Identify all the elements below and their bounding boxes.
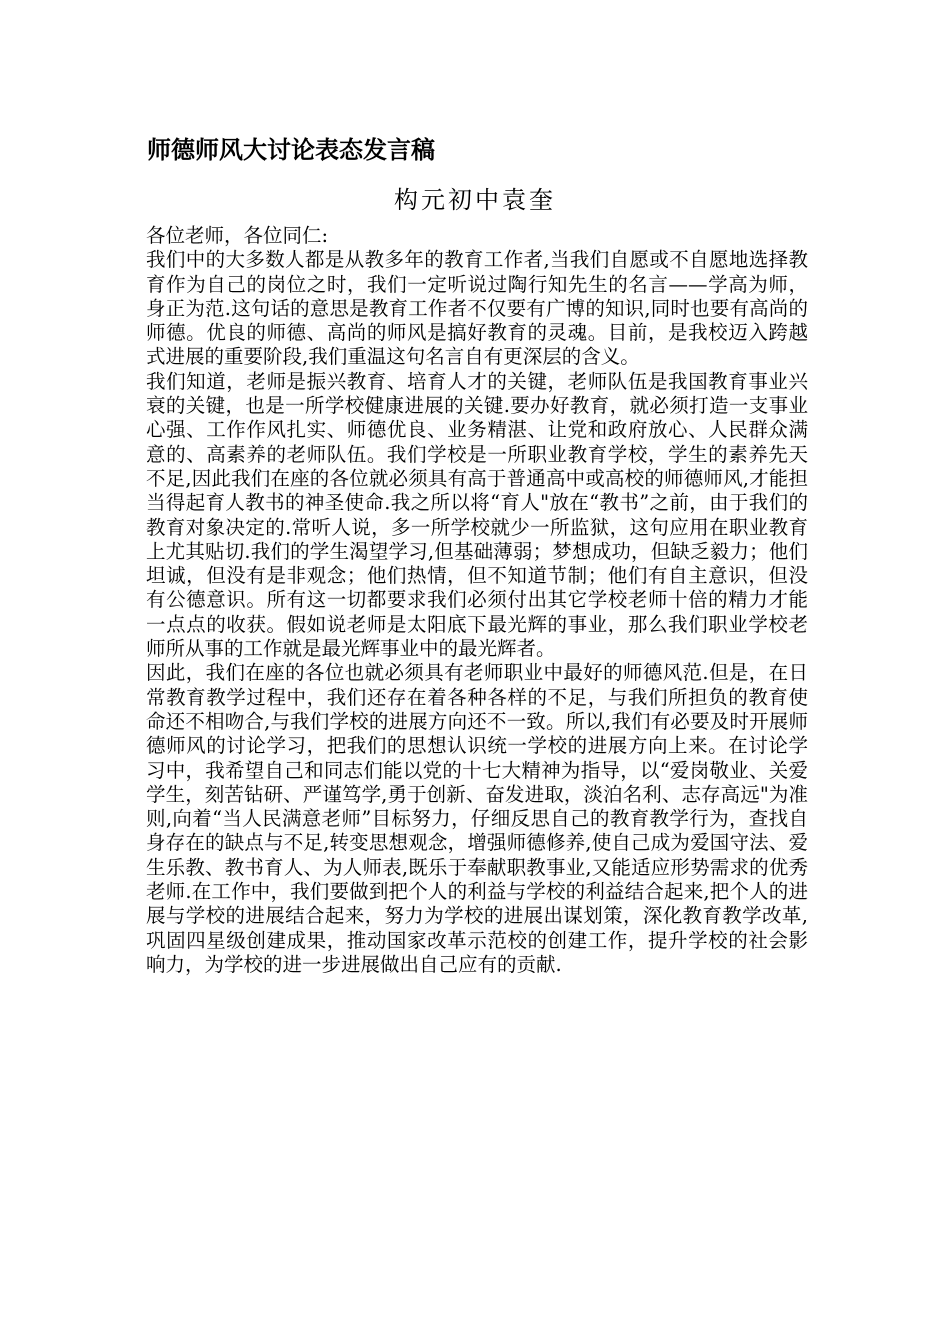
salutation: 各位老师，各位同仁:: [146, 224, 329, 247]
body-paragraph: 我们中的大多数人都是从教多年的教育工作者,当我们自愿或不自愿地选择教育作为自己的岗位之时，我们一定听说过陶行知先生的名言——学高为师，身正为范.这句话的意思是教育工作者不仅要有广博的知识,同时也要有高尚的师德。优良的师德、高尚的师风是搞好教育的灵魂。目前，是我校迈入跨越式进展的重要阶段,我们重温这句名言自有更深层的含义。: [146, 248, 808, 369]
document-author: 构元初中袁奎: [394, 186, 556, 214]
body-paragraph: 我们知道，老师是振兴教育、培育人才的关键，老师队伍是我国教育事业兴衰的关键，也是一所学校健康进展的关键.要办好教育，就必须打造一支事业心强、工作作风扎实、师德优良、业务精湛、让党和政府放心、人民群众满意的、高素养的老师队伍。我们学校是一所职业教育学校，学生的素养先天不足,因此我们在座的各位就必须具有高于普通高中或高校的师德师风,才能担当得起育人教书的神圣使命.我之所以将“育人"放在“教书”之前，由于我们的教育对象决定的.常听人说，多一所学校就少一所监狱，这句应用在职业教育上尤其贴切.我们的学生渴望学习,但基础薄弱；梦想成功，但缺乏毅力；他们坦诚，但没有是非观念；他们热情，但不知道节制；他们有自主意识，但没有公德意识。所有这一切都要求我们必须付出其它学校老师十倍的精力才能一点点的收获。假如说老师是太阳底下最光辉的事业，那么我们职业学校老师所从事的工作就是最光辉事业中的最光辉者。: [146, 369, 808, 661]
body-paragraph: 因此，我们在座的各位也就必须具有老师职业中最好的师德风范.但是，在日常教育教学过程中，我们还存在着各种各样的不足，与我们所担负的教育使命还不相吻合,与我们学校的进展方向还不一致。所以,我们有必要及时开展师德师风的讨论学习，把我们的思想认识统一学校的进展方向上来。在讨论学习中，我希望自己和同志们能以党的十七大精神为指导，以“爱岗敬业、关爱学生，刻苦钻研、严谨笃学,勇于创新、奋发进取，淡泊名利、志存高远"为准则,向着“当人民满意老师”目标努力，仔细反思自己的教育教学行为，查找自身存在的缺点与不足,转变思想观念，增强师德修养,使自己成为爱国守法、爱生乐教、教书育人、为人师表,既乐于奉献职教事业,又能适应形势需求的优秀老师.在工作中，我们要做到把个人的利益与学校的利益结合起来,把个人的进展与学校的进展结合起来，努力为学校的进展出谋划策，深化教育教学改革,巩固四星级创建成果，推动国家改革示范校的创建工作，提升学校的社会影响力，为学校的进一步进展做出自己应有的贡献.: [146, 661, 808, 976]
document-title: 师德师风大讨论表态发言稿: [147, 136, 435, 164]
document-body: [146, 224, 808, 977]
